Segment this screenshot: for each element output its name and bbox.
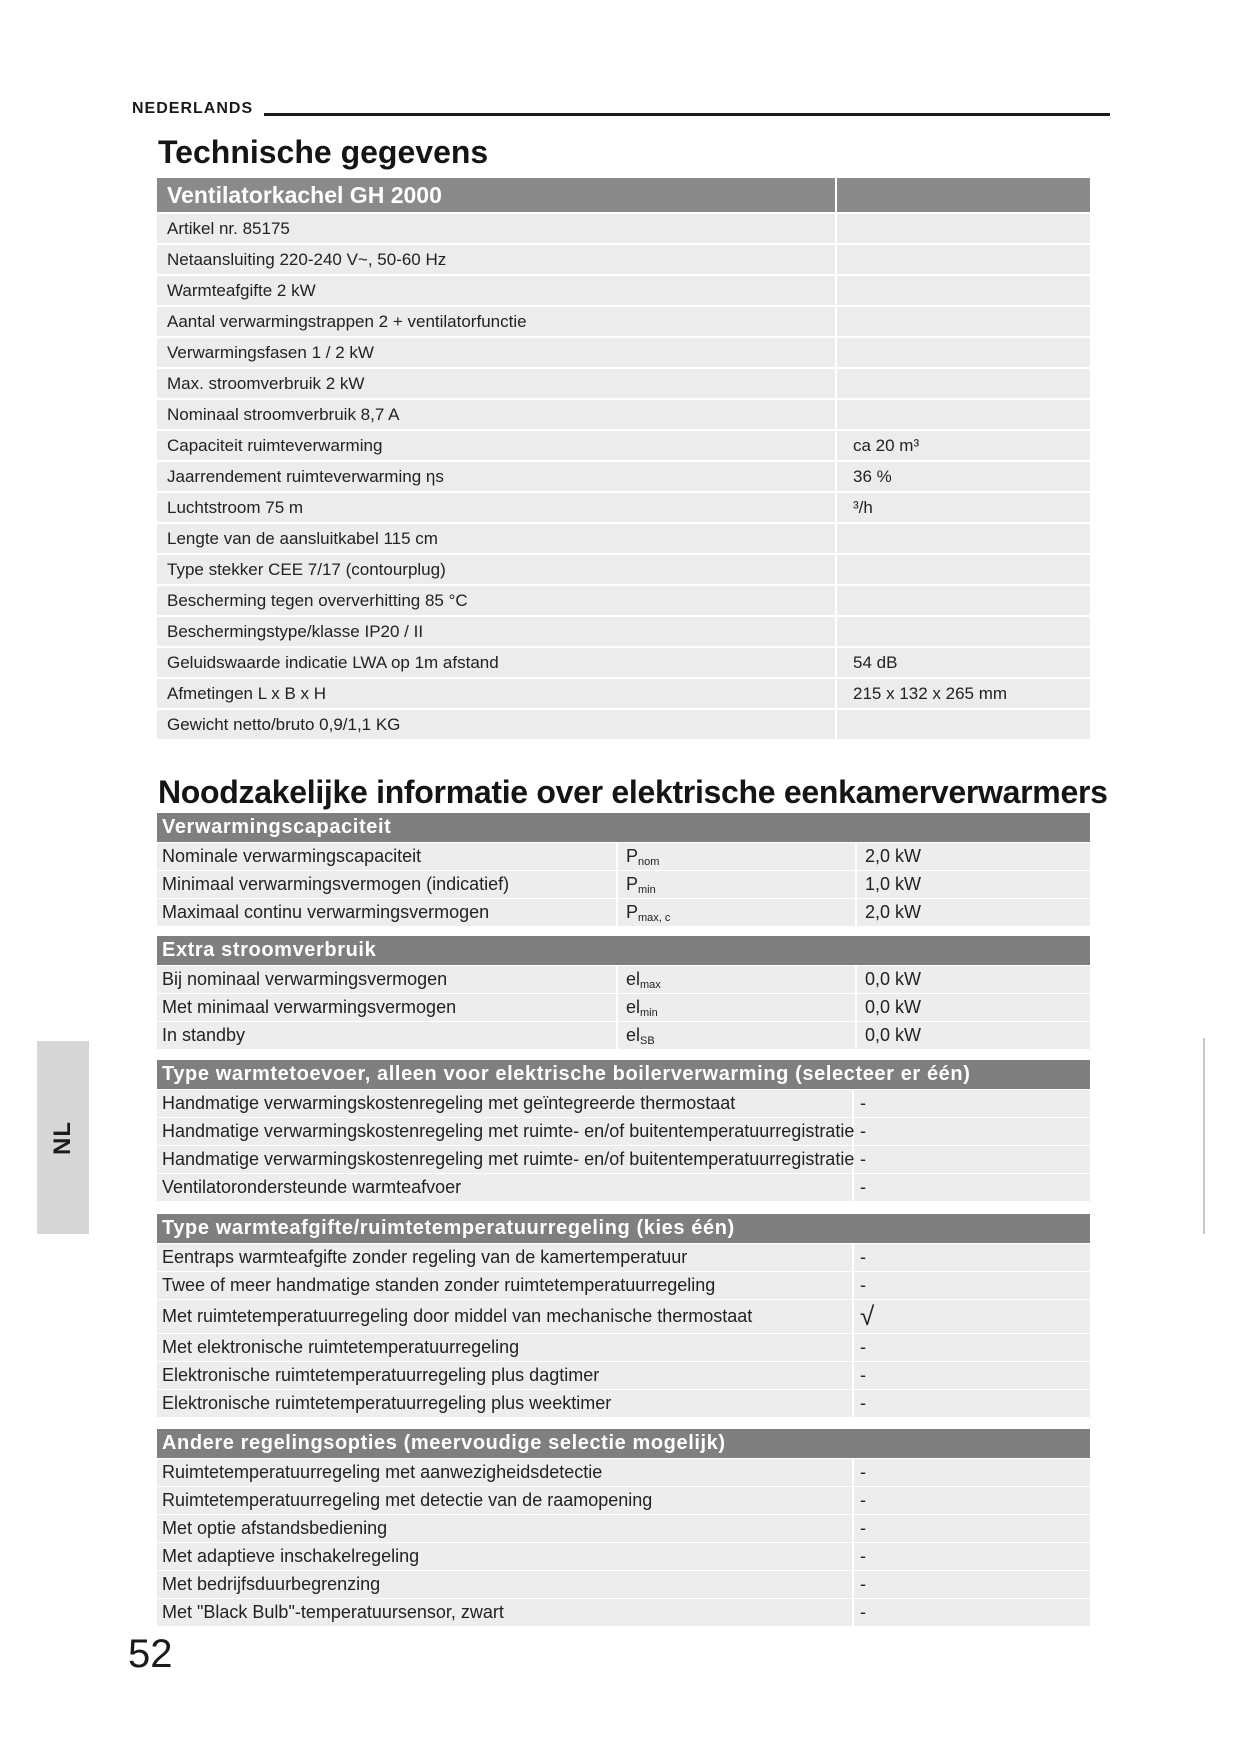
tech-spec-table bbox=[157, 178, 1090, 741]
erp-option-value: - bbox=[854, 1146, 1090, 1173]
spec-row bbox=[157, 679, 1090, 708]
erp-option-label: Twee of meer handmatige standen zonder ruimtetemperatuurregeling bbox=[157, 1272, 852, 1299]
spec-value bbox=[837, 710, 1090, 739]
language-label: NEDERLANDS bbox=[132, 100, 254, 117]
erp-option-row bbox=[157, 1543, 1090, 1570]
language-side-tab bbox=[37, 1041, 89, 1234]
erp-value: 0,0 kW bbox=[857, 1022, 1090, 1049]
spec-row bbox=[157, 524, 1090, 553]
erp-option-label: Eentraps warmteafgifte zonder regeling van de kamertemperatuur bbox=[157, 1244, 852, 1271]
erp-row bbox=[157, 843, 1090, 870]
erp-option-row bbox=[157, 1244, 1090, 1271]
symbol-subscript: min bbox=[638, 884, 656, 896]
erp-option-value: - bbox=[854, 1118, 1090, 1145]
erp-row bbox=[157, 871, 1090, 898]
spec-value bbox=[837, 369, 1090, 398]
erp-option-row bbox=[157, 1459, 1090, 1486]
erp-option-value: - bbox=[854, 1362, 1090, 1389]
erp-option-value: - bbox=[854, 1174, 1090, 1201]
erp-label: Met minimaal verwarmingsvermogen bbox=[157, 994, 616, 1021]
erp-option-value: - bbox=[854, 1244, 1090, 1271]
spec-label: Gewicht netto/bruto 0,9/1,1 KG bbox=[157, 710, 835, 739]
erp-option-row bbox=[157, 1390, 1090, 1417]
symbol-subscript: nom bbox=[638, 856, 660, 868]
spec-value bbox=[837, 586, 1090, 615]
spec-label: Netaansluiting 220-240 V~, 50-60 Hz bbox=[157, 245, 835, 274]
erp-option-label: Handmatige verwarmingskostenregeling met ruimte- en/of buitentemperatuurregistratie bbox=[157, 1146, 852, 1173]
spec-row bbox=[157, 400, 1090, 429]
spec-row bbox=[157, 555, 1090, 584]
spec-row bbox=[157, 586, 1090, 615]
spec-value bbox=[837, 276, 1090, 305]
spec-row bbox=[157, 462, 1090, 491]
erp-option-row bbox=[157, 1515, 1090, 1542]
page-number: 52 bbox=[128, 1632, 173, 1676]
erp-option-row bbox=[157, 1362, 1090, 1389]
power-table bbox=[157, 936, 1090, 1050]
header-rule bbox=[264, 113, 1110, 116]
erp-value: 0,0 kW bbox=[857, 966, 1090, 993]
erp-option-value: - bbox=[854, 1390, 1090, 1417]
erp-option-row bbox=[157, 1571, 1090, 1598]
symbol-subscript: SB bbox=[640, 1035, 655, 1047]
spec-row bbox=[157, 214, 1090, 243]
erp-option-value: - bbox=[854, 1543, 1090, 1570]
spec-value: 215 x 132 x 265 mm bbox=[837, 679, 1090, 708]
symbol-subscript: max bbox=[640, 979, 661, 991]
erp-option-row bbox=[157, 1300, 1090, 1333]
erp-option-row bbox=[157, 1146, 1090, 1173]
erp-option-value: - bbox=[854, 1459, 1090, 1486]
erp-option-row bbox=[157, 1599, 1090, 1626]
power-heading: Extra stroomverbruik bbox=[157, 936, 1090, 965]
erp-option-value: - bbox=[854, 1571, 1090, 1598]
spec-row bbox=[157, 431, 1090, 460]
capacity-table bbox=[157, 813, 1090, 927]
spec-value bbox=[837, 555, 1090, 584]
erp-option-value: - bbox=[854, 1090, 1090, 1117]
symbol-base: P bbox=[626, 846, 639, 866]
side-tab-label: NL bbox=[49, 1120, 76, 1155]
spec-label: Beschermingstype/klasse IP20 / II bbox=[157, 617, 835, 646]
other-options-table bbox=[157, 1429, 1090, 1627]
spec-value: 54 dB bbox=[837, 648, 1090, 677]
spec-label: Aantal verwarmingstrappen 2 + ventilatorfunctie bbox=[157, 307, 835, 336]
erp-value: 2,0 kW bbox=[857, 843, 1090, 870]
erp-option-label: Met elektronische ruimtetemperatuurregeling bbox=[157, 1334, 852, 1361]
symbol-subscript: min bbox=[640, 1007, 658, 1019]
spec-label: Lengte van de aansluitkabel 115 cm bbox=[157, 524, 835, 553]
spec-row bbox=[157, 276, 1090, 305]
erp-option-row bbox=[157, 1334, 1090, 1361]
spec-label: Afmetingen L x B x H bbox=[157, 679, 835, 708]
erp-row bbox=[157, 899, 1090, 926]
erp-option-row bbox=[157, 1174, 1090, 1201]
spec-row bbox=[157, 493, 1090, 522]
erp-value: 2,0 kW bbox=[857, 899, 1090, 926]
spec-label: Type stekker CEE 7/17 (contourplug) bbox=[157, 555, 835, 584]
spec-value: ³/h bbox=[837, 493, 1090, 522]
erp-value: 1,0 kW bbox=[857, 871, 1090, 898]
spec-value bbox=[837, 245, 1090, 274]
erp-label: Bij nominaal verwarmingsvermogen bbox=[157, 966, 616, 993]
erp-option-row bbox=[157, 1118, 1090, 1145]
spec-value bbox=[837, 307, 1090, 336]
spec-row bbox=[157, 369, 1090, 398]
check-mark-icon: √ bbox=[854, 1300, 1090, 1333]
spec-row bbox=[157, 648, 1090, 677]
erp-symbol bbox=[618, 899, 855, 926]
erp-option-row bbox=[157, 1487, 1090, 1514]
spec-value: 36 % bbox=[837, 462, 1090, 491]
erp-option-label: Ruimtetemperatuurregeling met aanwezigheidsdetectie bbox=[157, 1459, 852, 1486]
symbol-subscript: max, c bbox=[638, 912, 671, 924]
spec-row bbox=[157, 617, 1090, 646]
spec-label: Verwarmingsfasen 1 / 2 kW bbox=[157, 338, 835, 367]
spec-row bbox=[157, 338, 1090, 367]
spec-value bbox=[837, 617, 1090, 646]
spec-label: Bescherming tegen oververhitting 85 °C bbox=[157, 586, 835, 615]
erp-option-label: Handmatige verwarmingskostenregeling met geïntegreerde thermostaat bbox=[157, 1090, 852, 1117]
spec-label: Max. stroomverbruik 2 kW bbox=[157, 369, 835, 398]
erp-label: Minimaal verwarmingsvermogen (indicatief) bbox=[157, 871, 616, 898]
erp-option-label: Met ruimtetemperatuurregeling door middel van mechanische thermostaat bbox=[157, 1300, 852, 1333]
spec-value bbox=[837, 214, 1090, 243]
spec-value bbox=[837, 524, 1090, 553]
heat-output-heading: Type warmteafgifte/ruimtetemperatuurregeling (kies één) bbox=[157, 1214, 1090, 1243]
symbol-base: P bbox=[626, 902, 639, 922]
heat-output-table bbox=[157, 1214, 1090, 1418]
erp-symbol bbox=[618, 994, 855, 1021]
erp-option-label: Elektronische ruimtetemperatuurregeling plus dagtimer bbox=[157, 1362, 852, 1389]
spec-label: Nominaal stroomverbruik 8,7 A bbox=[157, 400, 835, 429]
erp-option-label: Met optie afstandsbediening bbox=[157, 1515, 852, 1542]
erp-option-row bbox=[157, 1272, 1090, 1299]
erp-row bbox=[157, 994, 1090, 1021]
erp-option-value: - bbox=[854, 1272, 1090, 1299]
heat-input-table bbox=[157, 1060, 1090, 1202]
spec-label: Luchtstroom 75 m bbox=[157, 493, 835, 522]
erp-symbol bbox=[618, 1022, 855, 1049]
erp-option-label: Met "Black Bulb"-temperatuursensor, zwart bbox=[157, 1599, 852, 1626]
erp-title: Noodzakelijke informatie over elektrische eenkamerverwarmers bbox=[158, 774, 1108, 810]
tech-title: Technische gegevens bbox=[158, 134, 489, 170]
erp-label: Maximaal continu verwarmingsvermogen bbox=[157, 899, 616, 926]
spec-label: Geluidswaarde indicatie LWA op 1m afstand bbox=[157, 648, 835, 677]
spec-value bbox=[837, 400, 1090, 429]
spec-label: Capaciteit ruimteverwarming bbox=[157, 431, 835, 460]
spec-label: Warmteafgifte 2 kW bbox=[157, 276, 835, 305]
erp-option-label: Elektronische ruimtetemperatuurregeling plus weektimer bbox=[157, 1390, 852, 1417]
erp-label: Nominale verwarmingscapaciteit bbox=[157, 843, 616, 870]
tech-table-title: Ventilatorkachel GH 2000 bbox=[157, 178, 835, 212]
spec-value: ca 20 m³ bbox=[837, 431, 1090, 460]
symbol-base: P bbox=[626, 874, 639, 894]
erp-symbol bbox=[618, 871, 855, 898]
spec-row bbox=[157, 307, 1090, 336]
erp-option-label: Met adaptieve inschakelregeling bbox=[157, 1543, 852, 1570]
erp-row bbox=[157, 1022, 1090, 1049]
erp-option-label: Ventilatorondersteunde warmteafvoer bbox=[157, 1174, 852, 1201]
capacity-heading: Verwarmingscapaciteit bbox=[157, 813, 1090, 842]
spec-row bbox=[157, 710, 1090, 739]
erp-symbol bbox=[618, 843, 855, 870]
spec-label: Jaarrendement ruimteverwarming ηs bbox=[157, 462, 835, 491]
spec-label: Artikel nr. 85175 bbox=[157, 214, 835, 243]
symbol-base: el bbox=[626, 969, 641, 989]
erp-option-value: - bbox=[854, 1599, 1090, 1626]
margin-line bbox=[1203, 1038, 1205, 1234]
tech-table-header bbox=[157, 178, 1090, 212]
erp-option-label: Met bedrijfsduurbegrenzing bbox=[157, 1571, 852, 1598]
erp-label: In standby bbox=[157, 1022, 616, 1049]
heat-input-heading: Type warmtetoevoer, alleen voor elektrische boilerverwarming (selecteer er één) bbox=[157, 1060, 1090, 1089]
erp-symbol bbox=[618, 966, 855, 993]
erp-value: 0,0 kW bbox=[857, 994, 1090, 1021]
erp-option-label: Handmatige verwarmingskostenregeling met ruimte- en/of buitentemperatuurregistratie bbox=[157, 1118, 852, 1145]
symbol-base: el bbox=[626, 1025, 641, 1045]
spec-row bbox=[157, 245, 1090, 274]
erp-option-value: - bbox=[854, 1515, 1090, 1542]
symbol-base: el bbox=[626, 997, 641, 1017]
erp-option-label: Ruimtetemperatuurregeling met detectie van de raamopening bbox=[157, 1487, 852, 1514]
page-header bbox=[132, 100, 1110, 122]
erp-option-row bbox=[157, 1090, 1090, 1117]
erp-option-value: - bbox=[854, 1334, 1090, 1361]
erp-option-value: - bbox=[854, 1487, 1090, 1514]
erp-row bbox=[157, 966, 1090, 993]
other-options-heading: Andere regelingsopties (meervoudige selectie mogelijk) bbox=[157, 1429, 1090, 1458]
spec-value bbox=[837, 338, 1090, 367]
